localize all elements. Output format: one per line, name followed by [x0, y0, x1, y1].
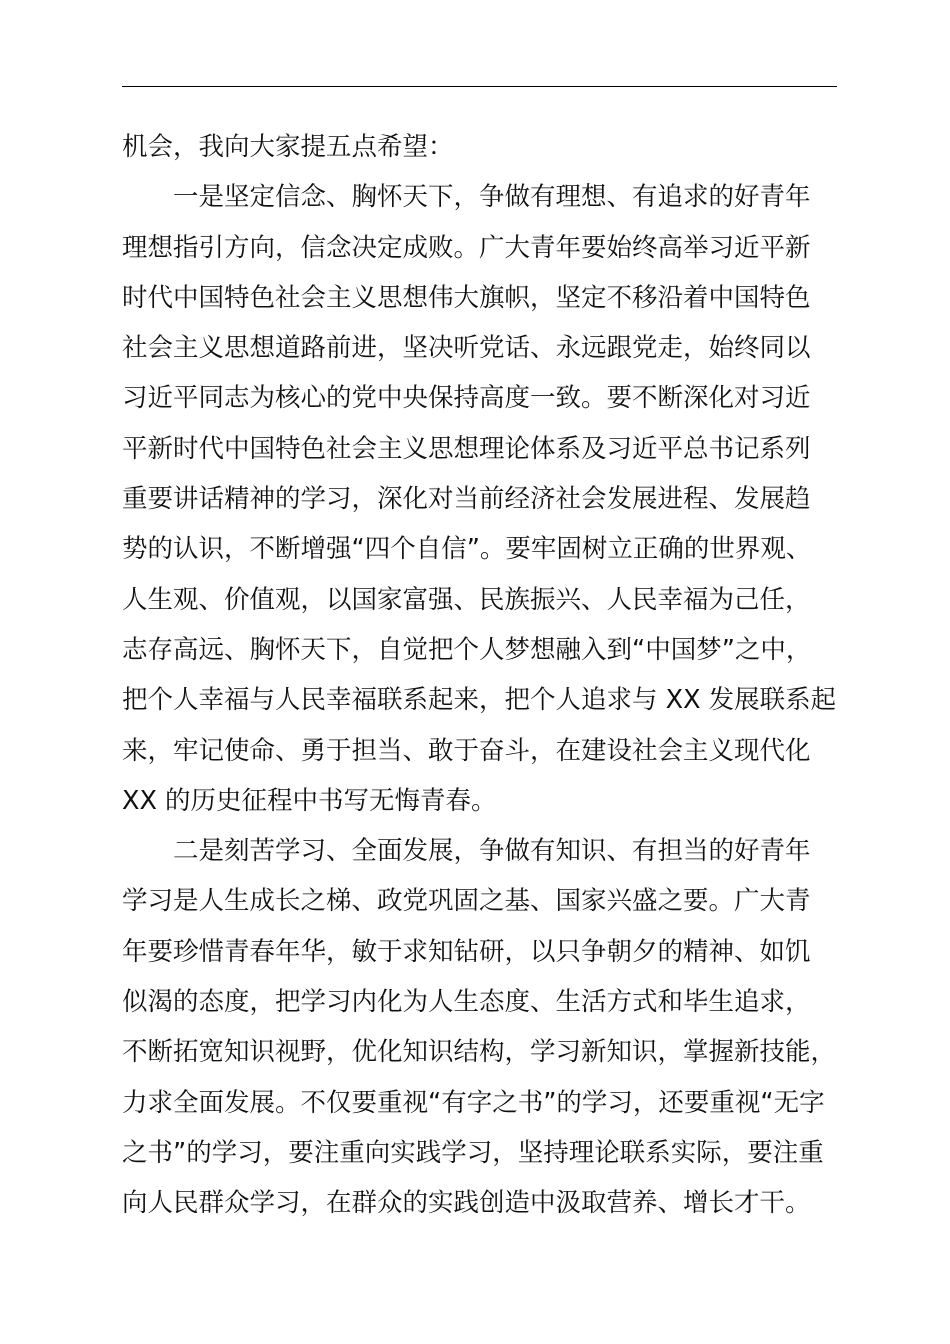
text-line: XX 的历史征程中书写无悔青春。: [122, 785, 497, 816]
text-line: 来，牢记使命、勇于担当、敢于奋斗，在建设社会主义现代化: [122, 735, 811, 766]
text-line: 时代中国特色社会主义思想伟大旗帜，坚定不移沿着中国特色: [122, 282, 811, 313]
text-line: 重要讲话精神的学习，深化对当前经济社会发展进程、发展趋: [122, 484, 811, 515]
text-line: 年要珍惜青春年华，敏于求知钻研，以只争朝夕的精神、如饥: [122, 936, 811, 967]
text-line: 力求全面发展。不仅要重视“有字之书”的学习，还要重视“无字: [122, 1087, 825, 1118]
text-line: 志存高远、胸怀天下，自觉把个人梦想融入到“中国梦”之中，: [122, 634, 812, 665]
text-line: 机会，我向大家提五点希望：: [122, 132, 454, 162]
text-line: 社会主义思想道路前进，坚决听党话、永远跟党走，始终同以: [122, 333, 811, 364]
document-body: [122, 122, 862, 1229]
text-line: 之书”的学习，要注重向实践学习，坚持理论联系实际，要注重: [122, 1137, 824, 1168]
text-line: 似渴的态度，把学习内化为人生态度、生活方式和毕生追求，: [122, 987, 811, 1018]
text-line: 学习是人生成长之梯、政党巩固之基、国家兴盛之要。广大青: [122, 886, 811, 917]
section-heading-two: 二是刻苦学习、全面发展，争做有知识、有担当的好青年: [173, 836, 811, 867]
text-line: 势的认识，不断增强“四个自信”。要牢固树立正确的世界观、: [122, 534, 812, 565]
text-line: 习近平同志为核心的党中央保持高度一致。要不断深化对习近: [122, 383, 811, 414]
text-line: 向人民群众学习，在群众的实践创造中汲取营养、增长才干。: [122, 1188, 811, 1219]
section-heading-one: 一是坚定信念、胸怀天下，争做有理想、有追求的好青年: [173, 182, 811, 213]
text-line: 把个人幸福与人民幸福联系起来，把个人追求与 XX 发展联系起: [122, 685, 837, 716]
text-line: 人生观、价值观，以国家富强、民族振兴、人民幸福为己任，: [122, 584, 811, 615]
text-line: 不断拓宽知识视野，优化知识结构，学习新知识，掌握新技能，: [122, 1037, 837, 1068]
text-line: 平新时代中国特色社会主义思想理论体系及习近平总书记系列: [122, 433, 811, 464]
header-rule: [122, 86, 837, 87]
text-line: 理想指引方向，信念决定成败。广大青年要始终高举习近平新: [122, 232, 811, 263]
